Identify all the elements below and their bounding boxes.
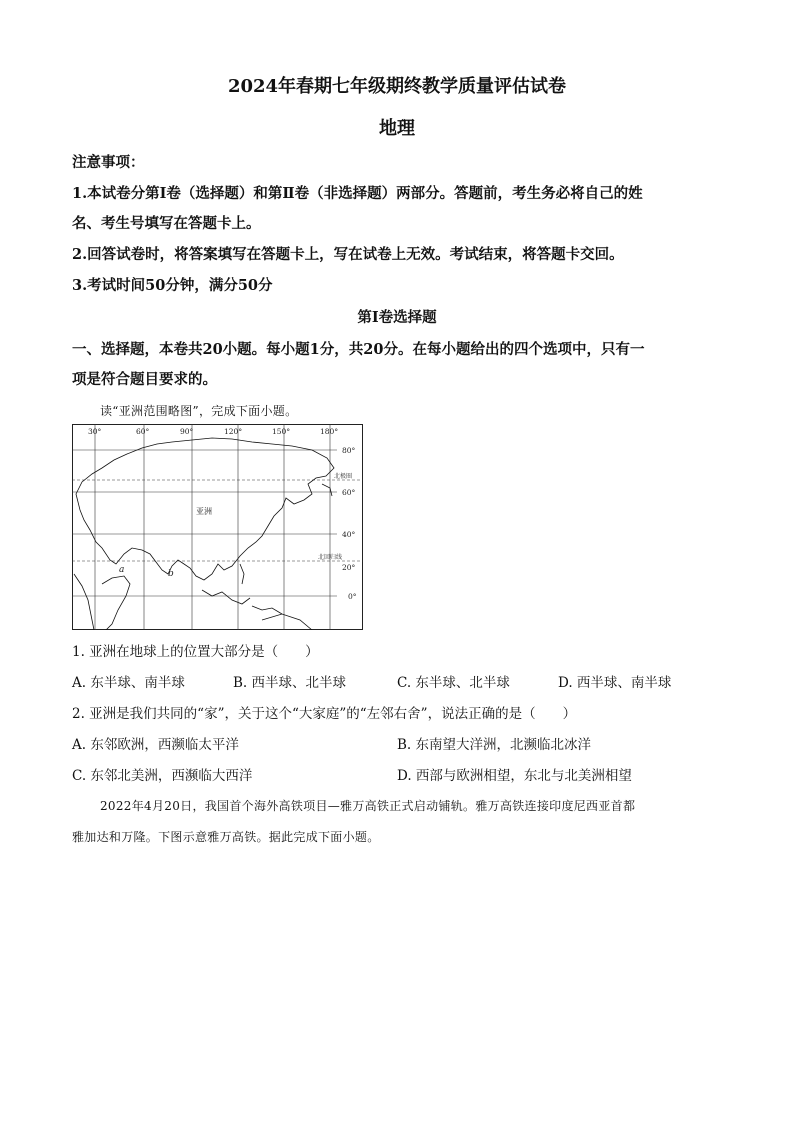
question-1-option-c: C. 东半球、北半球 [397, 675, 510, 691]
section-instruction-line-2: 项是符合题目要求的。 [72, 371, 217, 388]
question-1-option-a: A. 东半球、南半球 [72, 675, 185, 691]
lon-label: 90° [180, 427, 194, 436]
notice-heading: 注意事项： [72, 154, 145, 171]
asia-map [72, 424, 363, 630]
lat-label: 40° [342, 530, 356, 539]
lon-label: 150° [272, 427, 291, 436]
point-b-label: b [168, 569, 174, 579]
notice-item-2: 2.回答试卷时，将答案填写在答题卡上，写在试卷上无效。考试结束，将答题卡交回。 [72, 246, 624, 263]
lat-label: 80° [342, 446, 356, 455]
reading-intro-1: 读“亚洲范围略图”，完成下面小题。 [100, 404, 298, 418]
point-a-label: a [119, 565, 125, 575]
exam-subject: 地理 [379, 118, 415, 139]
section-title: 第Ⅰ卷选择题 [357, 309, 437, 326]
reading-intro-2-line-1: 2022年4月20日，我国首个海外高铁项目—雅万高铁正式启动铺轨。雅万高铁连接印度尼西亚首都 [100, 799, 636, 813]
question-2-option-b: B. 东南望大洋洲，北濒临北冰洋 [397, 737, 592, 753]
question-2-option-d: D. 西部与欧洲相望，东北与北美洲相望 [397, 768, 632, 784]
notice-item-1-line-2: 名、考生号填写在答题卡上。 [72, 215, 261, 232]
exam-title: 2024年春期七年级期终教学质量评估试卷 [227, 76, 567, 97]
tropic-label: 北回归线 [318, 554, 343, 561]
notice-item-1-line-1: 1.本试卷分第Ⅰ卷（选择题）和第Ⅱ卷（非选择题）两部分。答题前，考生务必将自己的姓 [72, 185, 643, 202]
question-2-option-c: C. 东邻北美洲，西濒临大西洋 [72, 768, 253, 784]
lon-label: 60° [136, 427, 150, 436]
asia-label: 亚洲 [196, 507, 212, 516]
lon-label: 180° [320, 427, 339, 436]
lat-label: 20° [342, 563, 356, 572]
lat-label: 0° [348, 592, 357, 601]
question-2-option-a: A. 东邻欧洲，西濒临太平洋 [72, 737, 239, 753]
arctic-circle-label: 北极圈 [334, 473, 353, 480]
reading-intro-2-line-2: 雅加达和万隆。下图示意雅万高铁。据此完成下面小题。 [72, 830, 380, 844]
question-2-stem: 2. 亚洲是我们共同的“家”，关于这个“大家庭”的“左邻右舍”，说法正确的是（ ） [72, 706, 577, 722]
lon-label: 30° [88, 427, 102, 436]
question-1-option-b: B. 西半球、北半球 [233, 675, 347, 691]
section-instruction-line-1: 一、选择题，本卷共20小题。每小题1分，共20分。在每小题给出的四个选项中，只有一 [72, 341, 645, 358]
question-1-option-d: D. 西半球、南半球 [558, 675, 672, 691]
lat-label: 60° [342, 488, 356, 497]
notice-item-3: 3.考试时间50分钟，满分50分 [72, 277, 273, 294]
question-1-stem: 1. 亚洲在地球上的位置大部分是（ ） [72, 644, 319, 660]
lon-label: 120° [224, 427, 243, 436]
